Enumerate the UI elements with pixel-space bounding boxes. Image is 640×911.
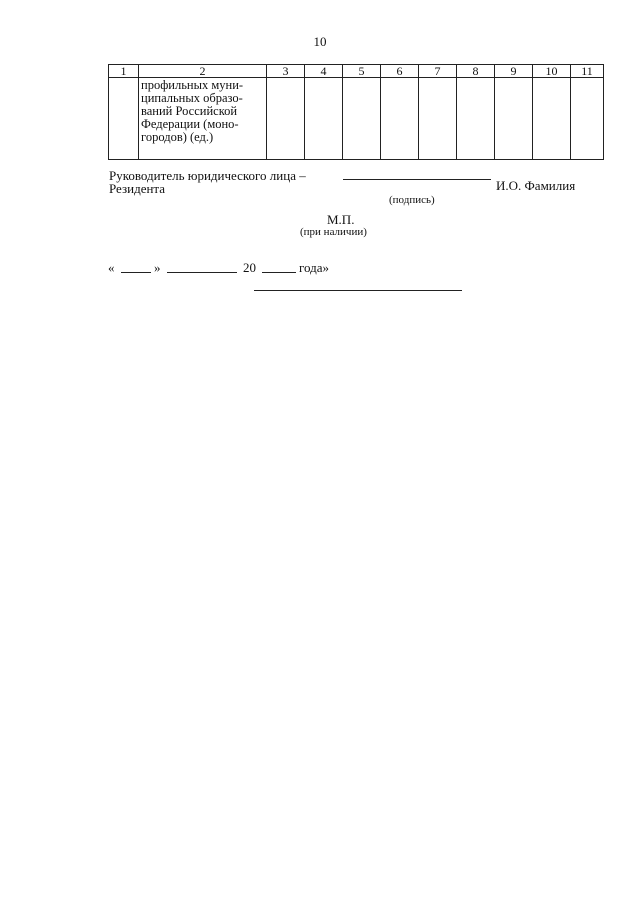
bottom-line xyxy=(254,290,462,291)
column-header: 8 xyxy=(457,65,495,78)
column-header: 7 xyxy=(419,65,457,78)
column-header: 1 xyxy=(109,65,139,78)
table-cell xyxy=(533,78,571,160)
table-cell xyxy=(381,78,419,160)
page-number: 10 xyxy=(313,34,327,49)
date-suffix: года» xyxy=(299,260,330,275)
description-line: Федерации (моно- xyxy=(141,117,239,131)
column-header: 5 xyxy=(343,65,381,78)
date-open-quote: « xyxy=(108,260,115,275)
head-title-line1: Руководитель юридического лица – xyxy=(109,168,306,183)
signature-caption: (подпись) xyxy=(389,194,435,206)
head-title-line2: Резидента xyxy=(109,181,166,196)
row-description xyxy=(139,78,267,160)
data-table xyxy=(108,64,604,160)
column-header: 2 xyxy=(139,65,267,78)
column-header: 3 xyxy=(267,65,305,78)
year-line xyxy=(262,272,296,273)
date-close-quote: » xyxy=(154,260,161,275)
column-header: 11 xyxy=(571,65,604,78)
day-line xyxy=(121,272,151,273)
description-line: ваний Российской xyxy=(141,104,238,118)
table-header-row xyxy=(109,65,604,78)
description-line: профильных муни- xyxy=(141,78,244,92)
table-cell xyxy=(109,78,139,160)
stamp-label: М.П. xyxy=(327,212,355,227)
description-line: ципальных образо- xyxy=(141,91,243,105)
stamp-note: (при наличии) xyxy=(300,226,367,238)
table-cell xyxy=(343,78,381,160)
table-cell xyxy=(495,78,533,160)
table-row xyxy=(109,78,604,160)
column-header: 10 xyxy=(533,65,571,78)
date-century: 20 xyxy=(243,260,256,275)
table-cell xyxy=(305,78,343,160)
table-cell xyxy=(571,78,604,160)
column-header: 4 xyxy=(305,65,343,78)
signatory-name: И.О. Фамилия xyxy=(496,178,576,193)
table-cell xyxy=(419,78,457,160)
table-cell xyxy=(267,78,305,160)
signature-line xyxy=(343,179,491,180)
description-line: городов) (ед.) xyxy=(141,130,214,144)
month-line xyxy=(167,272,237,273)
column-header: 9 xyxy=(495,65,533,78)
table-cell xyxy=(457,78,495,160)
column-header: 6 xyxy=(381,65,419,78)
